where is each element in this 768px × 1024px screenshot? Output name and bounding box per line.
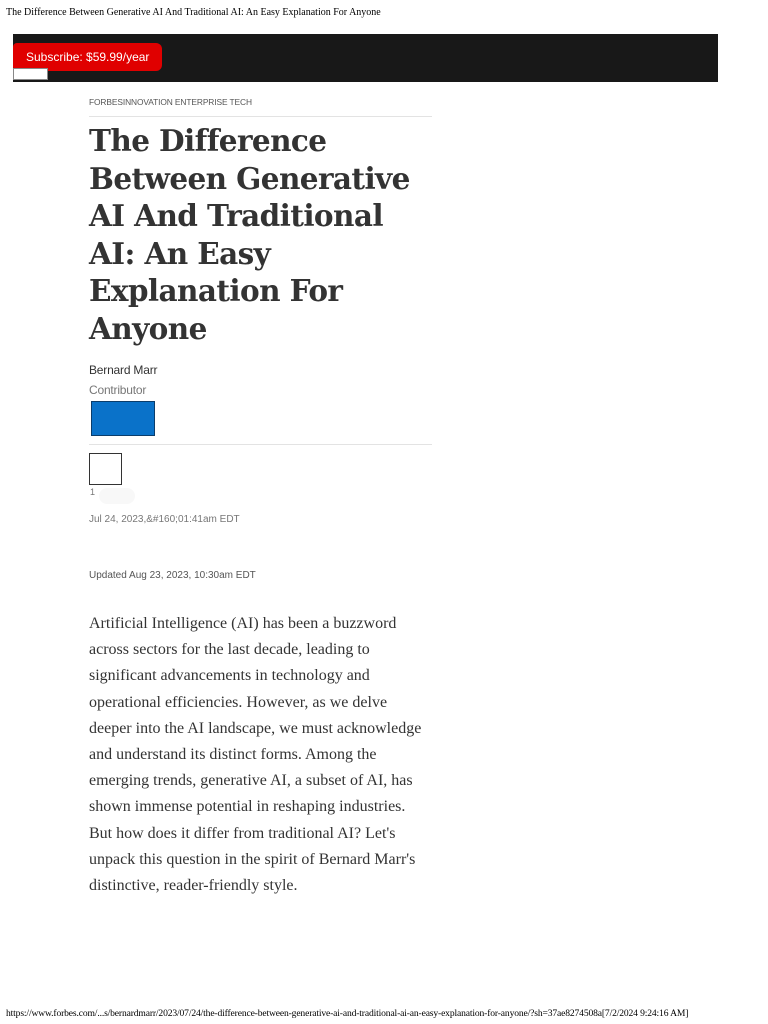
comment-count[interactable]: 1	[90, 487, 96, 497]
comment-icon[interactable]	[89, 453, 122, 485]
author-name[interactable]: Bernard Marr	[89, 363, 158, 377]
article-body-paragraph: Artificial Intelligence (AI) has been a buzzword across sectors for the last decade, leading to significant advancements in technology and operational efficiencies. However, as we delve deeper into the AI landscape, we must acknowledge and understand its distinct forms. Among the emerging trends, generative AI, a subset of AI, has shown immense potential in reshaping industries. But how does it differ from traditional AI? Let's unpack this question in the spirit of Bernard Marr's distinctive, reader-friendly style.	[89, 615, 422, 895]
author-role: Contributor	[89, 383, 147, 397]
comment-count-badge	[99, 488, 135, 504]
follow-author-button[interactable]	[91, 401, 155, 436]
divider	[89, 116, 432, 117]
print-footer-url: https://www.forbes.com/...s/bernardmarr/2023/07/24/the-difference-between-generative-ai-and-traditional-ai-an-easy-explanation-for-anyone/?sh=37ae8274508a[7/2/2024 9:24:16 AM]	[6, 1008, 689, 1019]
article-headline: The Difference Between Generative AI And Traditional AI: An Easy Explanation For Anyone	[89, 123, 410, 346]
print-page-title: The Difference Between Generative AI And Traditional AI: An Easy Explanation For Anyone	[6, 7, 381, 18]
divider	[89, 444, 432, 445]
subscribe-button[interactable]: Subscribe: $59.99/year	[13, 43, 162, 71]
header-menu-button[interactable]	[13, 68, 48, 80]
published-timestamp: Jul 24, 2023,&#160;01:41am EDT	[89, 514, 240, 525]
updated-timestamp: Updated Aug 23, 2023, 10:30am EDT	[89, 570, 256, 581]
channel-breadcrumb[interactable]: FORBESINNOVATION ENTERPRISE TECH	[89, 97, 252, 107]
